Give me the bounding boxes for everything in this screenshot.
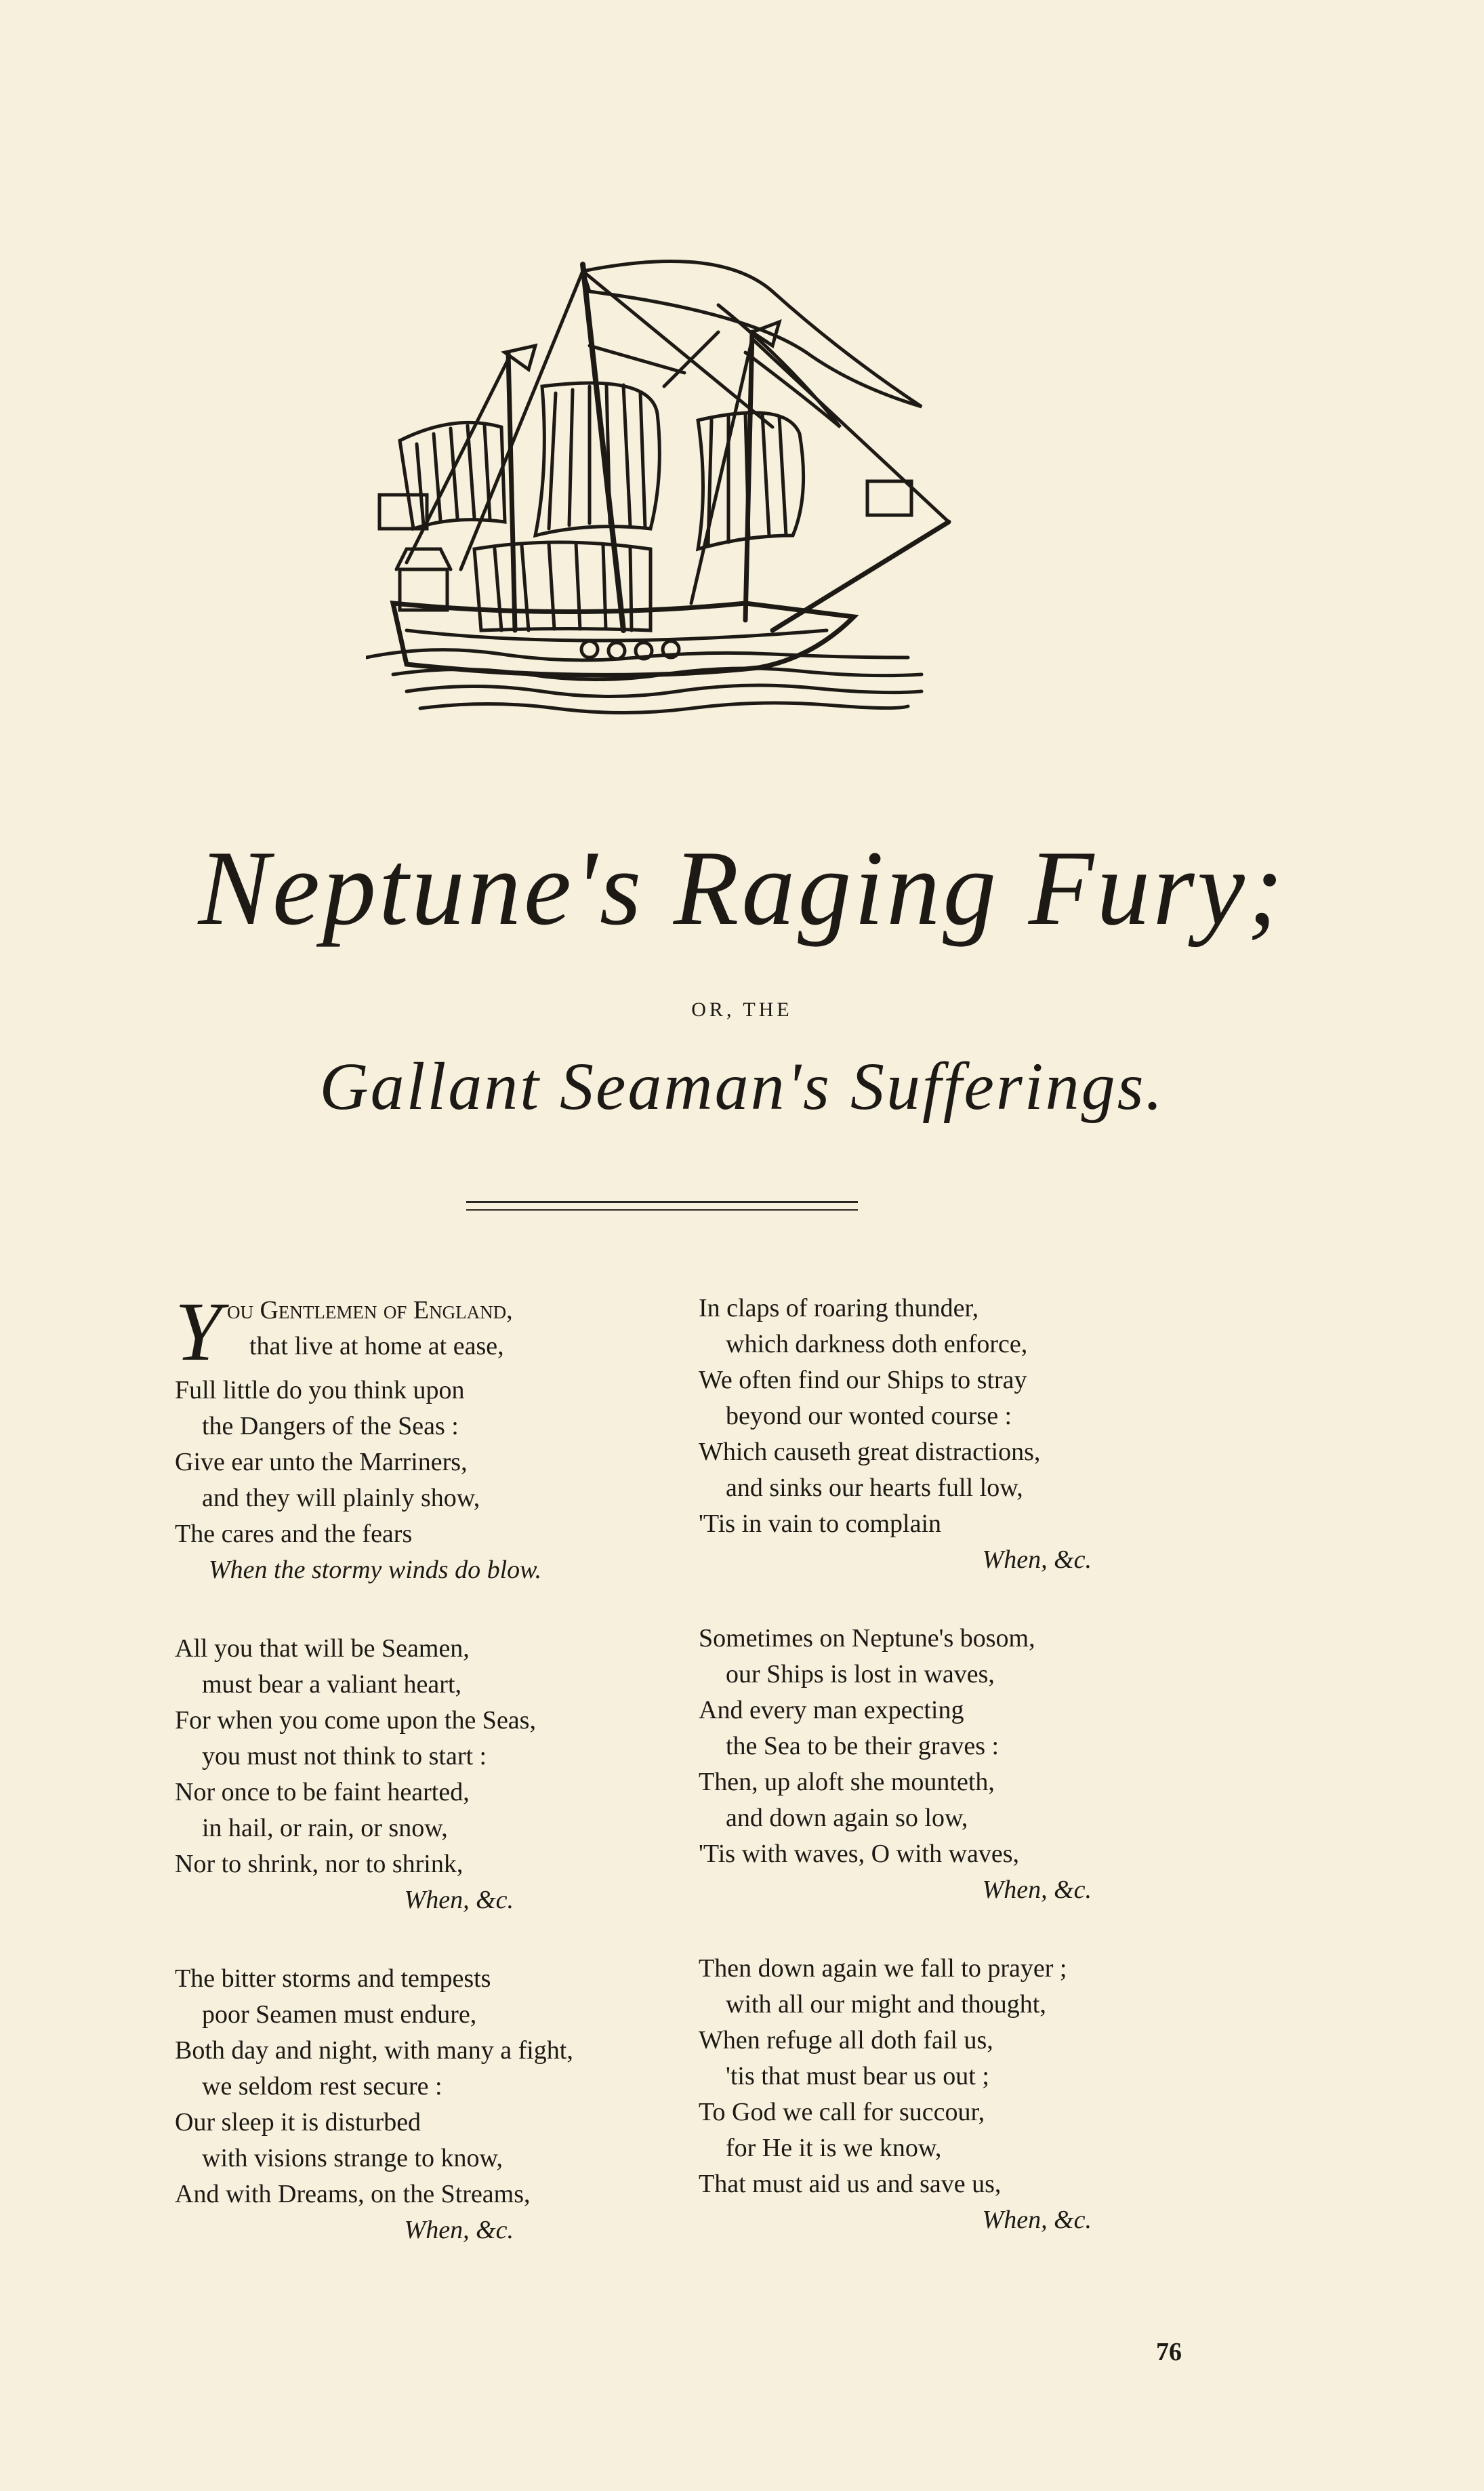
verse-line: We often find our Ships to stray [699,1366,1027,1394]
page-subtitle: Gallant Seaman's Sufferings. [319,1049,1165,1124]
stanza [699,1621,1187,1908]
stanza [175,1285,663,1588]
refrain-line: When the stormy winds do blow. [209,1556,542,1584]
refrain-line: When, &c. [404,2216,514,2244]
verse-line: that live at home at ease, [249,1332,504,1360]
verse-line: and sinks our hearts full low, [726,1474,1023,1502]
stanza [699,1951,1187,2238]
verse-line: For when you come upon the Seas, [175,1706,536,1735]
verse-line: Our sleep it is disturbed [175,2108,421,2136]
verse-line: Both day and night, with many a fight, [175,2036,573,2065]
verse-line: And every man expecting [699,1696,964,1724]
verse-line: for He it is we know, [726,2134,942,2162]
verse-line: Give ear unto the Marriners, [175,1448,468,1476]
refrain-line: When, &c. [404,1886,514,1914]
verse-line: Then, up aloft she mounteth, [699,1768,995,1796]
verse-line: Sometimes on Neptune's bosom, [699,1624,1035,1653]
stanza [699,1291,1187,1578]
verse-line: The bitter storms and tempests [175,1964,491,1993]
page-number: 76 [1156,2338,1182,2366]
verse-line: Nor once to be faint hearted, [175,1778,470,1806]
verse-line: with visions strange to know, [202,2144,503,2172]
page-title: Neptune's Raging Fury; [198,829,1286,948]
verse-line: Nor to shrink, nor to shrink, [175,1850,463,1878]
verse-line: Full little do you think upon [175,1376,465,1404]
verse-line: 'Tis with waves, O with waves, [699,1840,1020,1868]
verse-line: Then down again we fall to prayer ; [699,1954,1067,1983]
verse-line: the Dangers of the Seas : [202,1412,459,1440]
refrain-line: When, &c. [982,1545,1092,1574]
verse-line: our Ships is lost in waves, [726,1660,995,1688]
poem-column-left [175,1285,663,2291]
verse-line: 'tis that must bear us out ; [726,2062,989,2090]
verse-line: All you that will be Seamen, [175,1634,470,1663]
refrain-line: When, &c. [982,2206,1092,2234]
verse-line: And with Dreams, on the Streams, [175,2180,531,2208]
stanza [175,1961,663,2248]
verse-line: you must not think to start : [202,1742,487,1770]
verse-line: ou Gentlemen of England, [226,1296,513,1324]
verse-line: poor Seamen must endure, [202,2000,477,2029]
verse-line: which darkness doth enforce, [726,1330,1028,1358]
verse-line: When refuge all doth fail us, [699,2026,993,2054]
verse-line: 'Tis in vain to complain [699,1510,942,1538]
drop-cap: Y [175,1285,222,1378]
verse-line: with all our might and thought, [726,1990,1046,2019]
refrain-line: When, &c. [982,1876,1092,1904]
verse-line: and they will plainly show, [202,1484,480,1512]
verse-line: To God we call for succour, [699,2098,985,2126]
verse-line: The cares and the fears [175,1520,413,1548]
verse-line: and down again so low, [726,1804,968,1832]
double-rule-divider [466,1201,858,1211]
title-connector: OR, THE [691,998,793,1021]
verse-line: in hail, or rain, or snow, [202,1814,448,1842]
verse-line: we seldom rest secure : [202,2072,442,2101]
sailing-ship-icon [366,251,962,739]
verse-line: Which causeth great distractions, [699,1438,1041,1466]
verse-line: That must aid us and save us, [699,2170,1002,2198]
verse-line: beyond our wonted course : [726,1402,1012,1430]
verse-line: In claps of roaring thunder, [699,1294,979,1322]
verse-line: the Sea to be their graves : [726,1732,999,1760]
stanza [175,1631,663,1918]
verse-line: must bear a valiant heart, [202,1670,462,1699]
poem-column-right [699,1291,1187,2281]
